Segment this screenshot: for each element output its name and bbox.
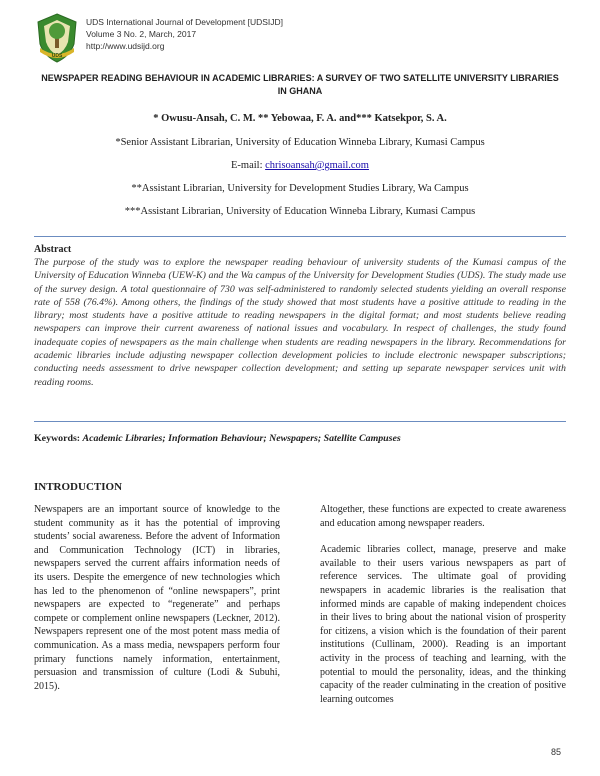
journal-logo [34,12,80,64]
keywords [34,433,566,444]
introduction-heading: INTRODUCTION [34,481,123,493]
affiliation-3: ***Assistant Librarian, University of Education Winneba Library, Kumasi Campus [124,206,476,217]
page-number: 85 [551,747,562,757]
journal-header [34,12,574,64]
affiliation-1: *Senior Assistant Librarian, University of Education Winneba Library, Kumasi Campus [115,137,485,148]
abstract-heading: Abstract [34,244,72,255]
paragraph: Altogether, these functions are expected to create awareness and education among newspaper readers. [320,504,566,529]
svg-text:UDS: UDS [51,53,63,59]
paper-authors: * Owusu-Ansah, C. M. ** Yebowaa, F. A. and*** Katsekpor, S. A. [153,113,447,124]
email-line [40,160,560,171]
paragraph: Academic libraries collect, manage, preserve and make available to their users various newspapers as part of reference services. The ultimate goal of providing newspapers in academic libraries is the realisation that informed minds are capable of making independent choices in their lives to bring about the national vision of prosperity for citizens, a vision which is the foundation of their parent institutions (Cullinam, 2000). Reading is an important activity in the process of teaching and learning, with the potential to mould the personality, ideas, and the thinking capacity of the reader culminating in the creation of positive learning outcomes [320,544,566,705]
journal-volume: Volume 3 No. 2, March, 2017 [86,29,197,39]
right-column [320,503,566,719]
journal-info [86,16,283,52]
journal-url[interactable]: http://www.udsijd.org [86,41,165,51]
keywords-label: Keywords: [34,433,83,444]
abstract-text: The purpose of the study was to explore the newspaper reading behaviour of university students of the Kumasi campus of the University of Education Winneba (UEW-K) and the Wa campus of the University for Development Studies (UDS). The study made use of the survey design. A total questionnaire of 730 was self-administered to randomly selected students yielding an overall response rate of 558 (76.4%). Among others, the findings of the study showed that most students have a positive attitude to reading in the library; most students have a positive attitude to reading newspapers in the digital format; and most students believe reading newspapers can improve their current awareness of national issues and vocabulary. In respect of challenges, the study found inadequate copies of newspapers as the main challenge when students are reading newspapers in the library. Recommendations for academic libraries include adjusting newspaper collection development policies to include electronic newspaper subscriptions; conducting needs assessment to drive newspaper collection development; and setting up separate newspaper services unit with reading rooms. [34,257,566,388]
email-link[interactable]: chrisoansah@gmail.com [265,160,369,171]
left-column [34,503,280,706]
affiliation-2: **Assistant Librarian, University for Development Studies Library, Wa Campus [131,183,469,194]
keywords-text: Academic Libraries; Information Behaviour; Newspapers; Satellite Campuses [82,433,401,444]
paper-title: NEWSPAPER READING BEHAVIOUR IN ACADEMIC LIBRARIES: A SURVEY OF TWO SATELLITE UNIVERSITY LIBRARIES IN GHANA [41,73,559,96]
paragraph: Newspapers are an important source of knowledge to the student community as it has the potential of improving students’ social awareness. Before the advent of Information and Communication Technology (ICT) in libraries, newspapers served the current affairs information needs of its users. Despite the emergence of new technologies which has led to the phenomenon of “online newspapers”, print newspapers are expected to “regenerate” and perhaps compete or complement online newspapers (Leckner, 2012). Newspapers represent one of the most potent mass media of communication. As a mass media, newspapers perform four primary functions namely information, entertainment, persuasion and transmission of culture (Lodi & Subuhi, 2015). [34,504,280,692]
journal-name: UDS International Journal of Development [UDSIJD] [86,17,284,27]
top-rule [34,236,566,237]
email-label: E-mail: [231,160,266,171]
bottom-rule [34,421,566,422]
